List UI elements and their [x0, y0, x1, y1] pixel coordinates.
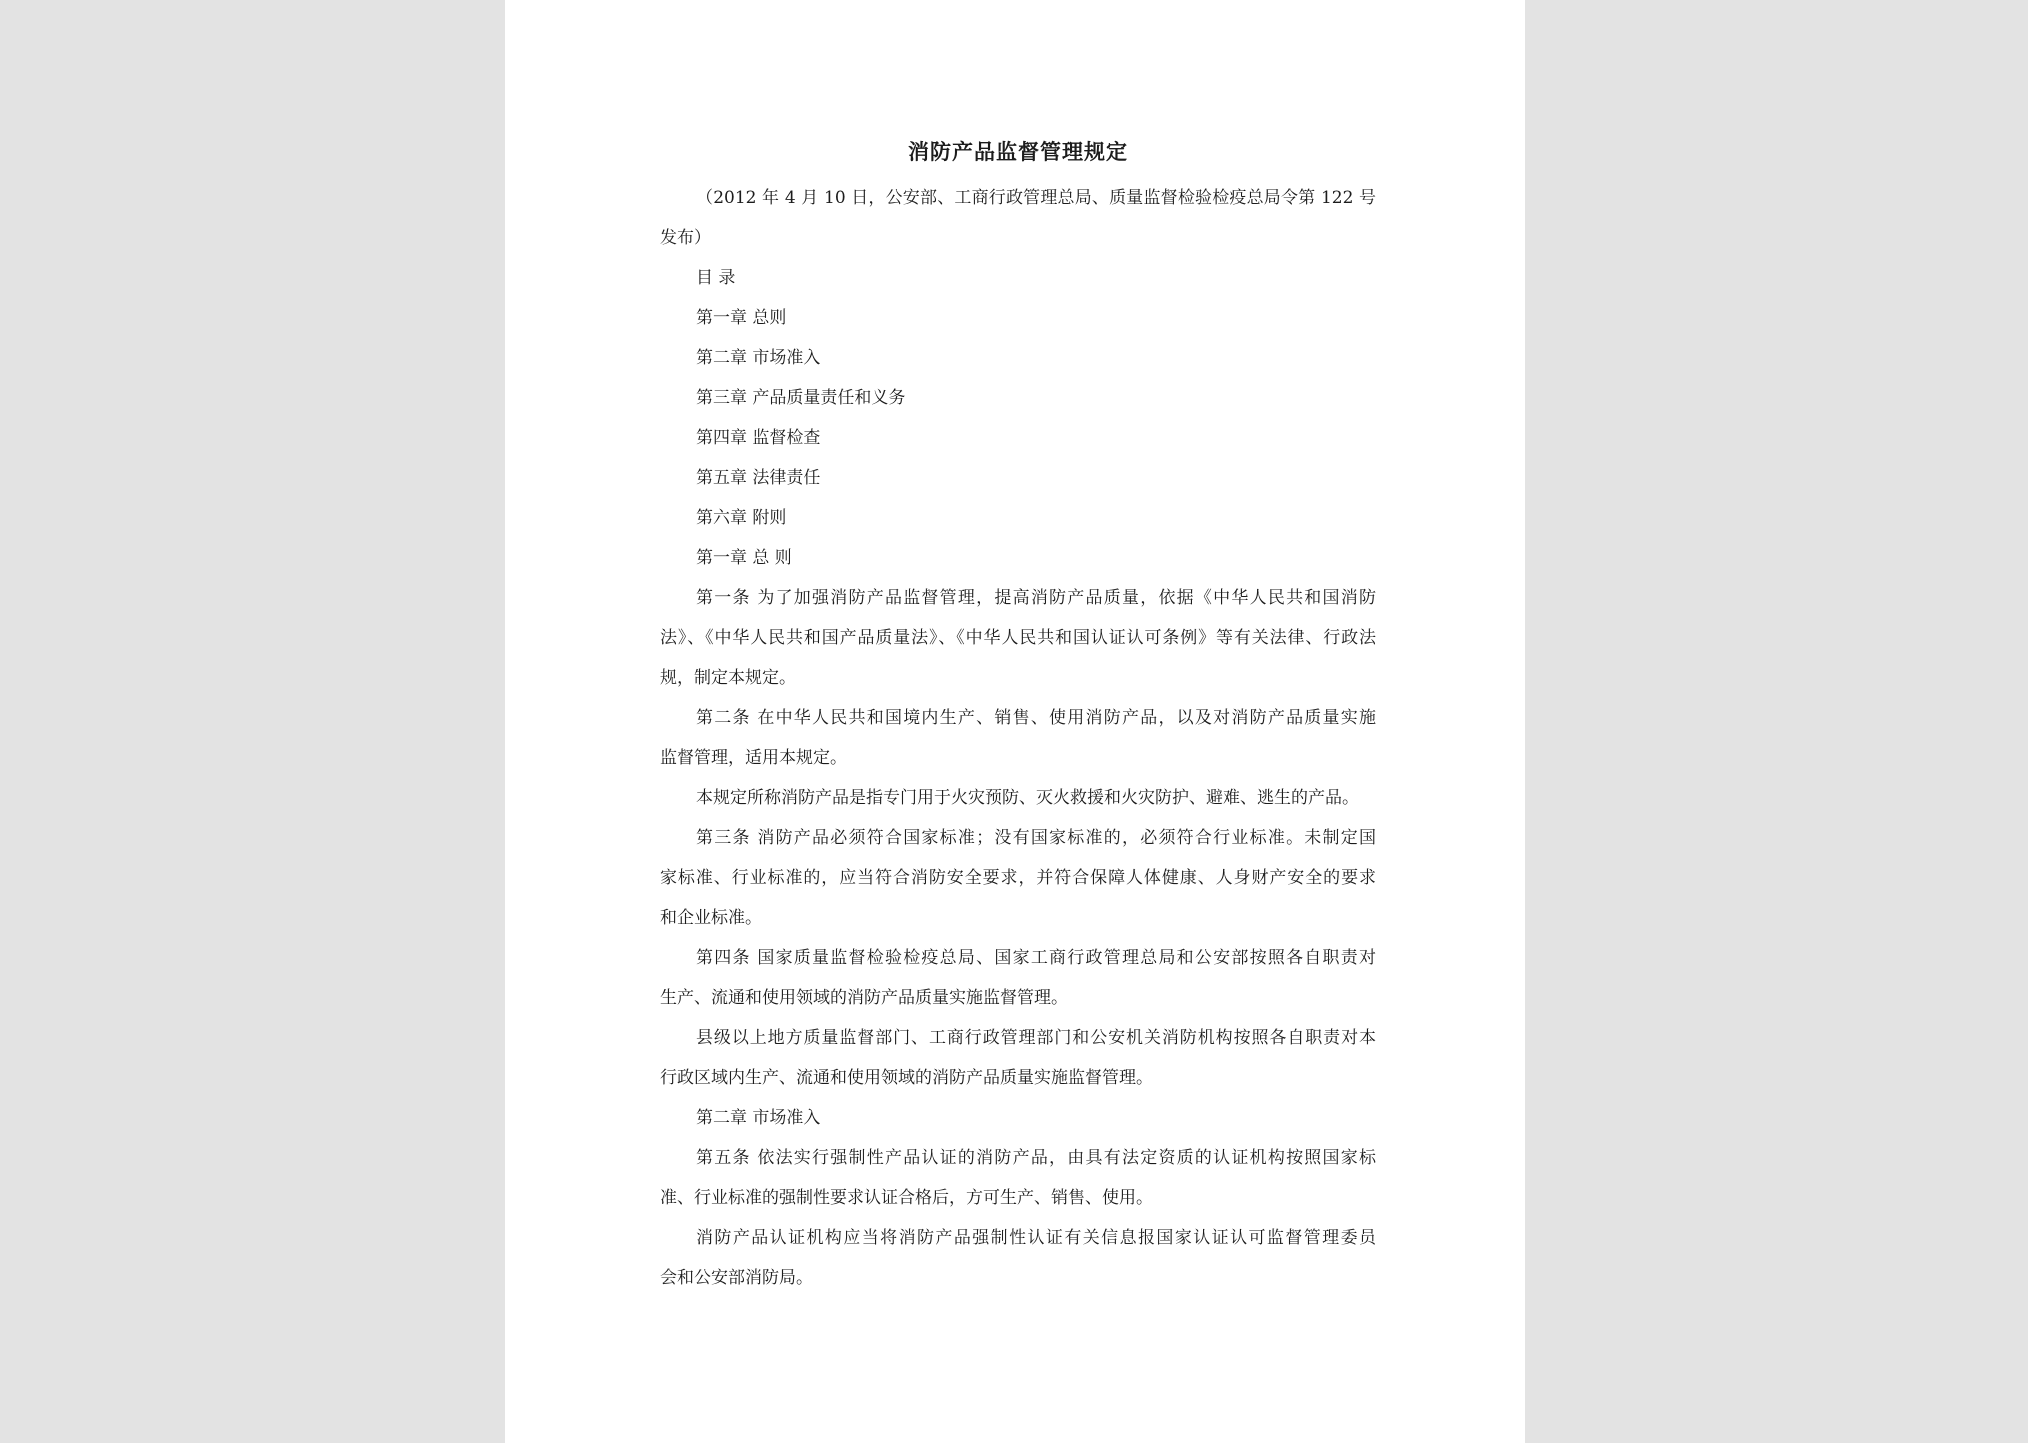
article-2-line: 监督管理，适用本规定。 [660, 748, 847, 768]
toc-item: 第三章 产品质量责任和义务 [696, 388, 906, 408]
toc-item: 第五章 法律责任 [696, 468, 821, 488]
article-1-line: 规，制定本规定。 [660, 668, 796, 688]
article-3-line: 第三条 消防产品必须符合国家标准；没有国家标准的，必须符合行业标准。未制定国 [696, 828, 1376, 848]
issuance-line-2: 发布） [660, 228, 711, 248]
article-3-line: 家标准、行业标准的，应当符合消防安全要求，并符合保障人体健康、人身财产安全的要求 [660, 868, 1376, 888]
issuance-line-1: （2012 年 4 月 10 日，公安部、工商行政管理总局、质量监督检验检疫总局令第 122 号 [696, 188, 1376, 208]
document-body [660, 132, 1376, 1298]
toc-item: 第六章 附则 [696, 508, 787, 528]
toc-item: 第一章 总则 [696, 308, 787, 328]
article-5-line: 第五条 依法实行强制性产品认证的消防产品，由具有法定资质的认证机构按照国家标 [696, 1148, 1376, 1168]
article-5-paragraph-2-line: 会和公安部消防局。 [660, 1268, 813, 1288]
article-1-line: 法》、《中华人民共和国产品质量法》、《中华人民共和国认证认可条例》等有关法律、行政法 [660, 628, 1376, 648]
article-4-paragraph-2-line: 行政区域内生产、流通和使用领域的消防产品质量实施监督管理。 [660, 1068, 1153, 1088]
article-3-line: 和企业标准。 [660, 908, 762, 928]
document-title: 消防产品监督管理规定 [908, 139, 1128, 164]
toc-item: 第二章 市场准入 [696, 348, 821, 368]
article-5-paragraph-2-line: 消防产品认证机构应当将消防产品强制性认证有关信息报国家认证认可监督管理委员 [696, 1228, 1376, 1248]
article-1-line: 第一条 为了加强消防产品监督管理，提高消防产品质量，依据《中华人民共和国消防 [696, 588, 1376, 608]
article-2-line: 第二条 在中华人民共和国境内生产、销售、使用消防产品，以及对消防产品质量实施 [696, 708, 1376, 728]
article-2-paragraph-2: 本规定所称消防产品是指专门用于火灾预防、灭火救援和火灾防护、避难、逃生的产品。 [696, 788, 1359, 808]
chapter-heading: 第二章 市场准入 [696, 1108, 821, 1128]
toc-heading: 目 录 [696, 268, 736, 288]
toc-item: 第四章 监督检查 [696, 428, 821, 448]
article-4-line: 第四条 国家质量监督检验检疫总局、国家工商行政管理总局和公安部按照各自职责对 [696, 948, 1376, 968]
document-page [505, 0, 1525, 1443]
article-4-paragraph-2-line: 县级以上地方质量监督部门、工商行政管理部门和公安机关消防机构按照各自职责对本 [696, 1028, 1376, 1048]
chapter-heading: 第一章 总 则 [696, 548, 792, 568]
article-4-line: 生产、流通和使用领域的消防产品质量实施监督管理。 [660, 988, 1068, 1008]
article-5-line: 准、行业标准的强制性要求认证合格后，方可生产、销售、使用。 [660, 1188, 1153, 1208]
